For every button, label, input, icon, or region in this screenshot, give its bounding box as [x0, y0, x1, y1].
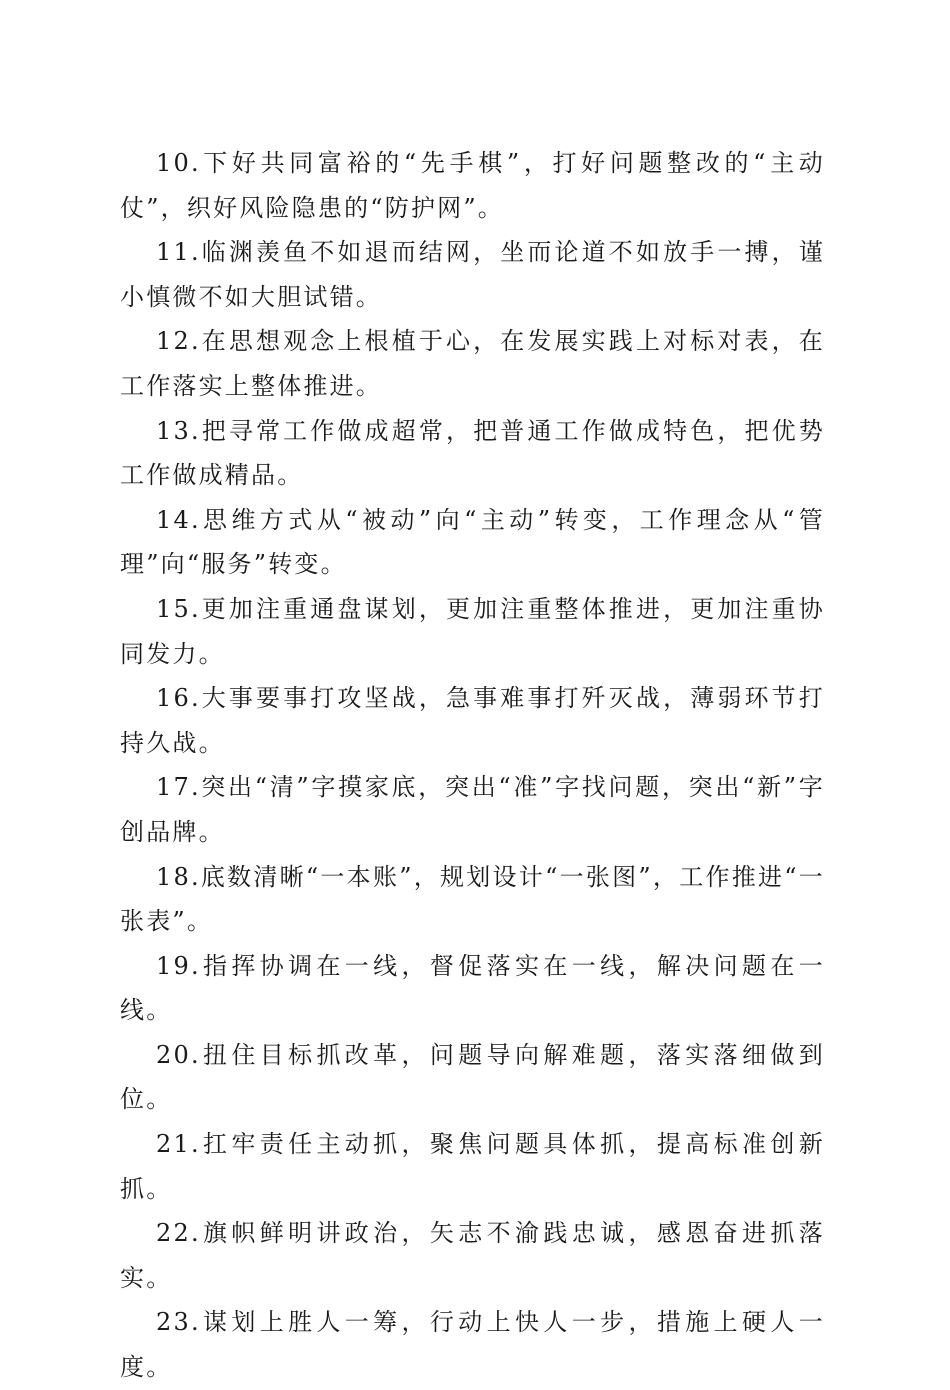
list-item-20: 20.扭住目标抓改革，问题导向解难题，落实落细做到位。 — [120, 1040, 825, 1114]
list-item-23: 23.谋划上胜人一筹，行动上快人一步，措施上硬人一度。 — [120, 1308, 825, 1382]
list-item-15: 15.更加注重通盘谋划，更加注重整体推进，更加注重协同发力。 — [120, 594, 825, 668]
list-item-14: 14.思维方式从“被动”向“主动”转变，工作理念从“管理”向“服务”转变。 — [120, 505, 825, 579]
list-item-19: 19.指挥协调在一线，督促落实在一线，解决问题在一线。 — [120, 951, 825, 1025]
list-item-22: 22.旗帜鲜明讲政治，矢志不渝践忠诚，感恩奋进抓落实。 — [120, 1219, 825, 1292]
list-item-11: 11.临渊羡鱼不如退而结网，坐而论道不如放手一搏，谨小慎微不如大胆试错。 — [120, 238, 825, 311]
list-item-10: 10.下好共同富裕的“先手棋”，打好问题整改的“主动仗”，织好风险隐患的“防护网”。 — [120, 149, 825, 222]
list-item-21: 21.扛牢责任主动抓，聚焦问题具体抓，提高标准创新抓。 — [120, 1130, 825, 1203]
list-item-16: 16.大事要事打攻坚战，急事难事打歼灭战，薄弱环节打持久战。 — [120, 684, 825, 757]
list-item-12: 12.在思想观念上根植于心，在发展实践上对标对表，在工作落实上整体推进。 — [120, 327, 825, 400]
list-item-17: 17.突出“清”字摸家底，突出“准”字找问题，突出“新”字创品牌。 — [120, 773, 825, 846]
list-item-18: 18.底数清晰“一本账”，规划设计“一张图”，工作推进“一张表”。 — [120, 862, 825, 936]
list-item-13: 13.把寻常工作做成超常，把普通工作做成特色，把优势工作做成精品。 — [120, 416, 825, 490]
document-body — [120, 141, 825, 1390]
